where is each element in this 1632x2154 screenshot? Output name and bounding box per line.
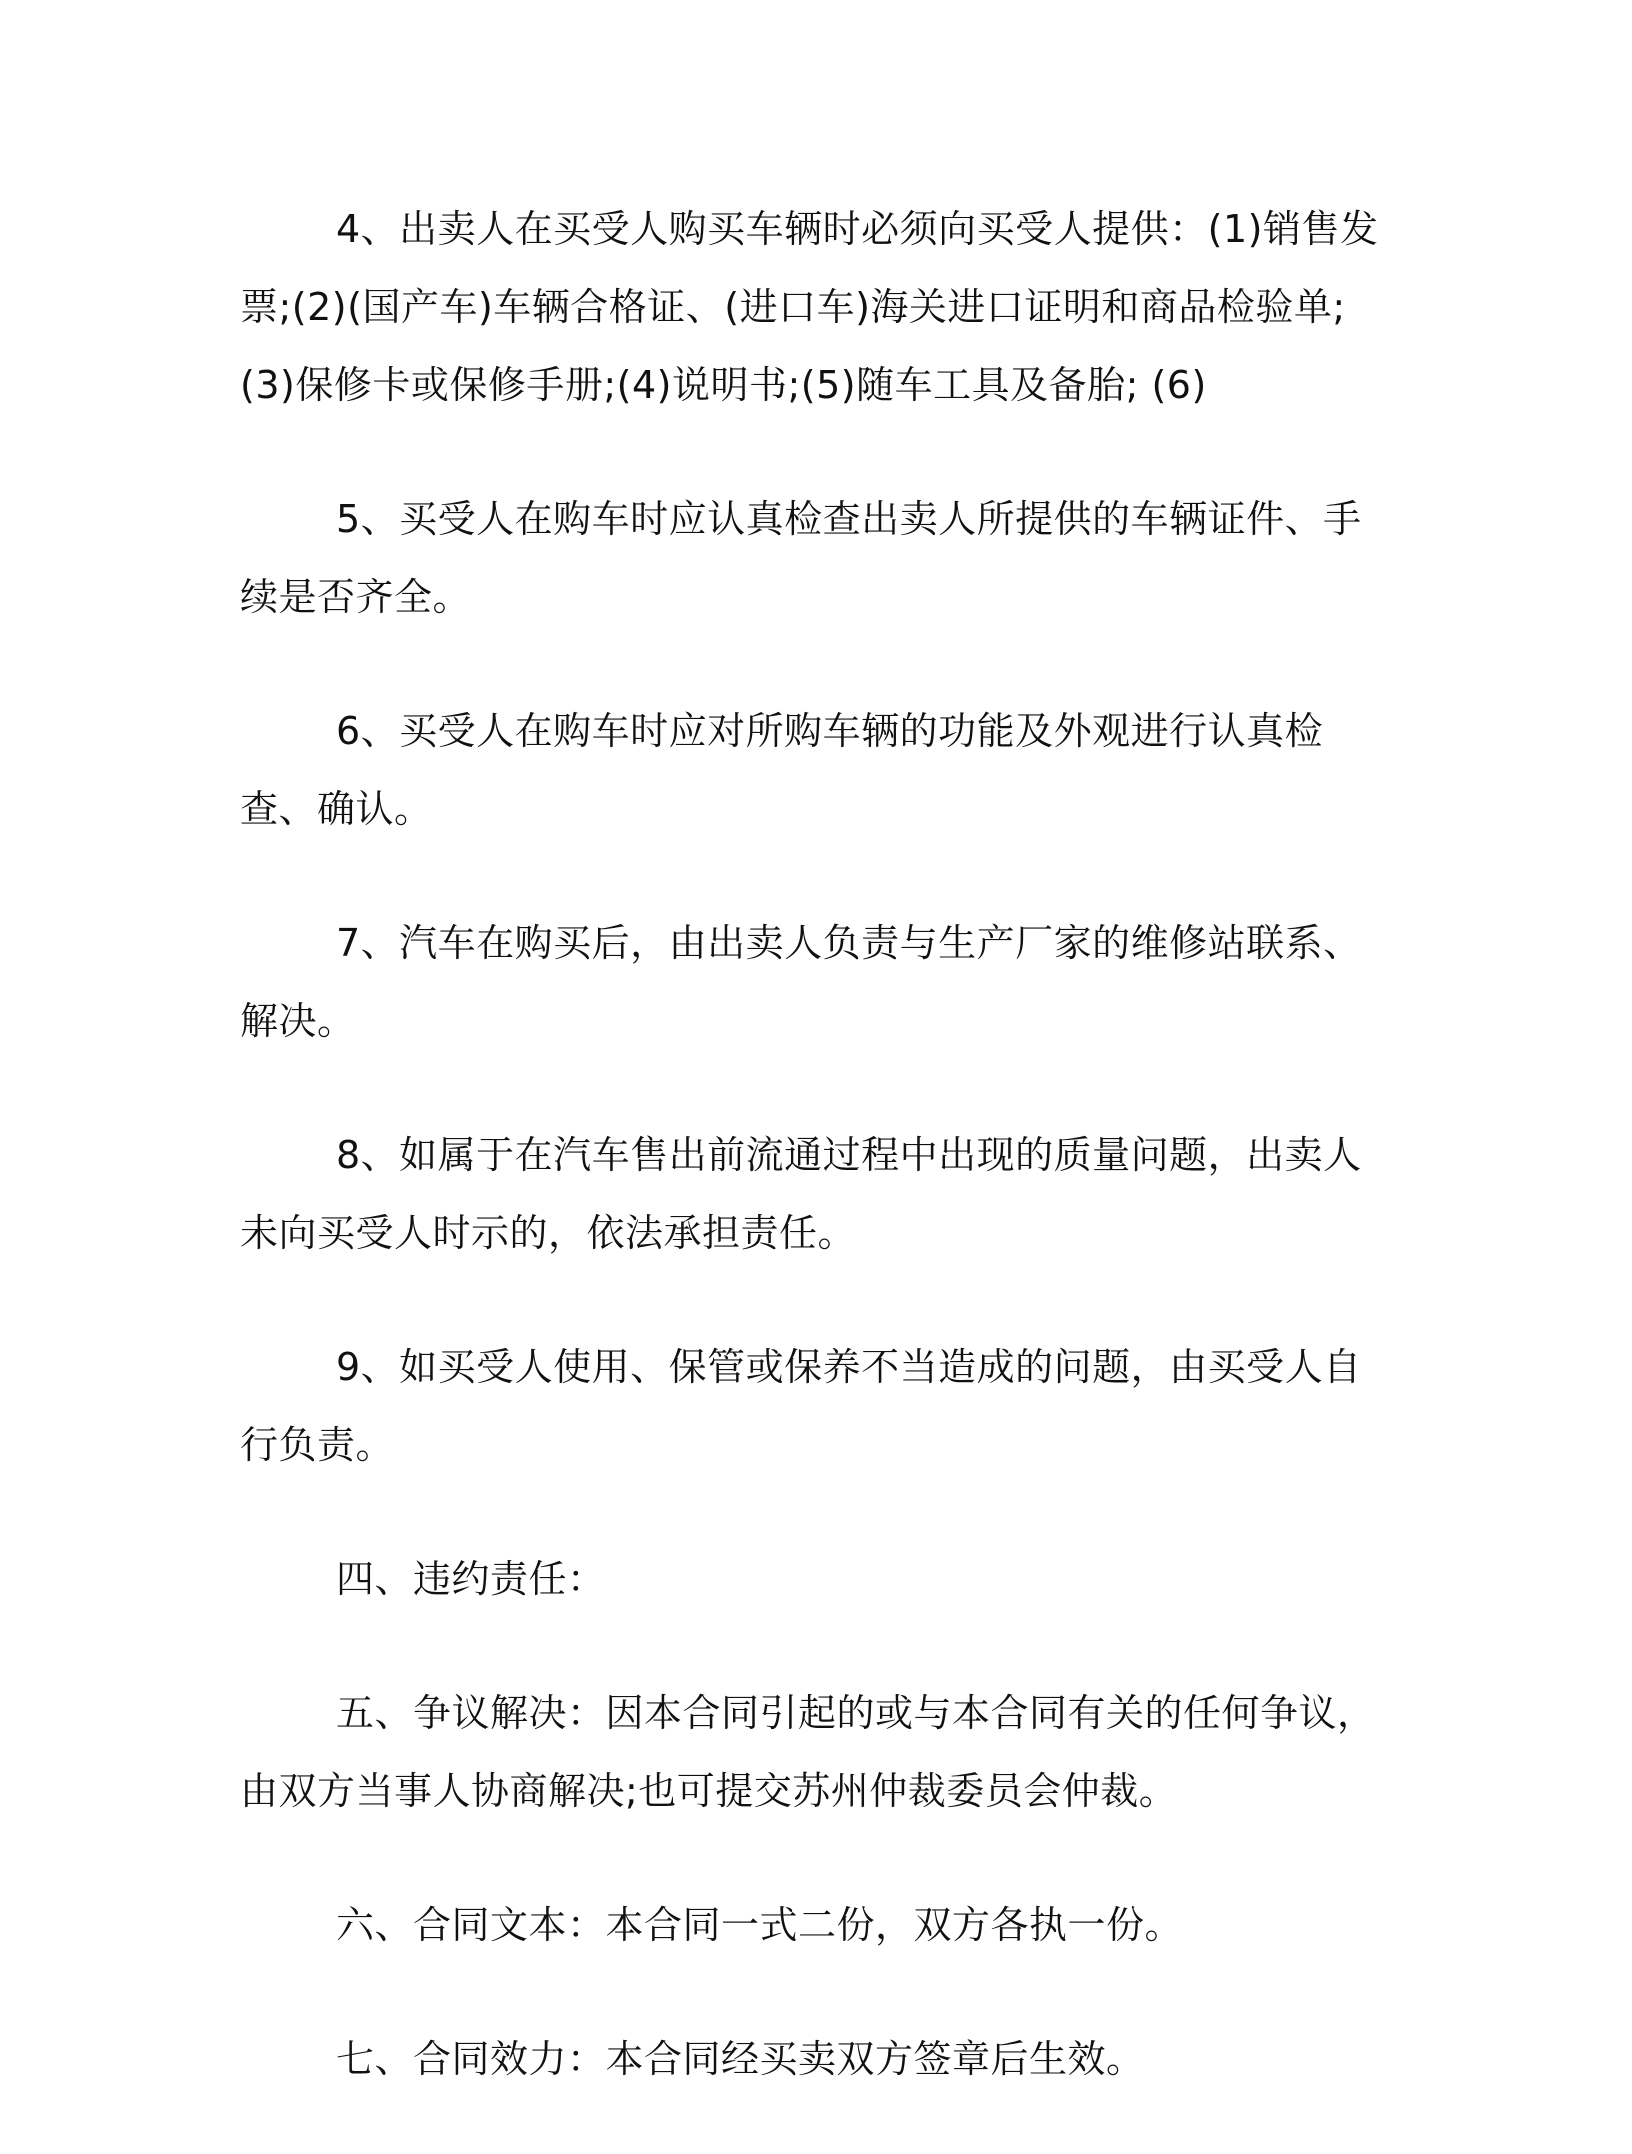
clause-7-paragraph: 7、汽车在购买后，由出卖人负责与生产厂家的维修站联系、解决。 <box>240 921 1362 1043</box>
clause-4-paragraph: 4、出卖人在买受人购买车辆时必须向买受人提供：(1)销售发票;(2)(国产车)车辆合格证、(进口车)海关进口证明和商品检验单;(3)保修卡或保修手册;(4)说明书;(5)随车工具及备胎; (6) <box>240 207 1379 407</box>
section-contract-copies-paragraph: 六、合同文本：本合同一式二份，双方各执一份。 <box>336 1903 1184 1947</box>
section-breach-liability-heading: 四、违约责任： <box>336 1557 606 1601</box>
section-contract-effect-paragraph: 七、合同效力：本合同经买卖双方签章后生效。 <box>336 2037 1145 2081</box>
document-body <box>240 190 1380 2154</box>
section-dispute-resolution-paragraph: 五、争议解决：因本合同引起的或与本合同有关的任何争议，由双方当事人协商解决;也可提交苏州仲裁委员会仲裁。 <box>240 1691 1376 1813</box>
clause-8-paragraph: 8、如属于在汽车售出前流通过程中出现的质量问题，出卖人未向买受人时示的，依法承担责任。 <box>240 1133 1362 1255</box>
clause-6-paragraph: 6、买受人在购车时应对所购车辆的功能及外观进行认真检查、确认。 <box>240 709 1324 831</box>
clause-5-paragraph: 5、买受人在购车时应认真检查出卖人所提供的车辆证件、手续是否齐全。 <box>240 497 1362 619</box>
clause-9-paragraph: 9、如买受人使用、保管或保养不当造成的问题，由买受人自行负责。 <box>240 1345 1362 1467</box>
